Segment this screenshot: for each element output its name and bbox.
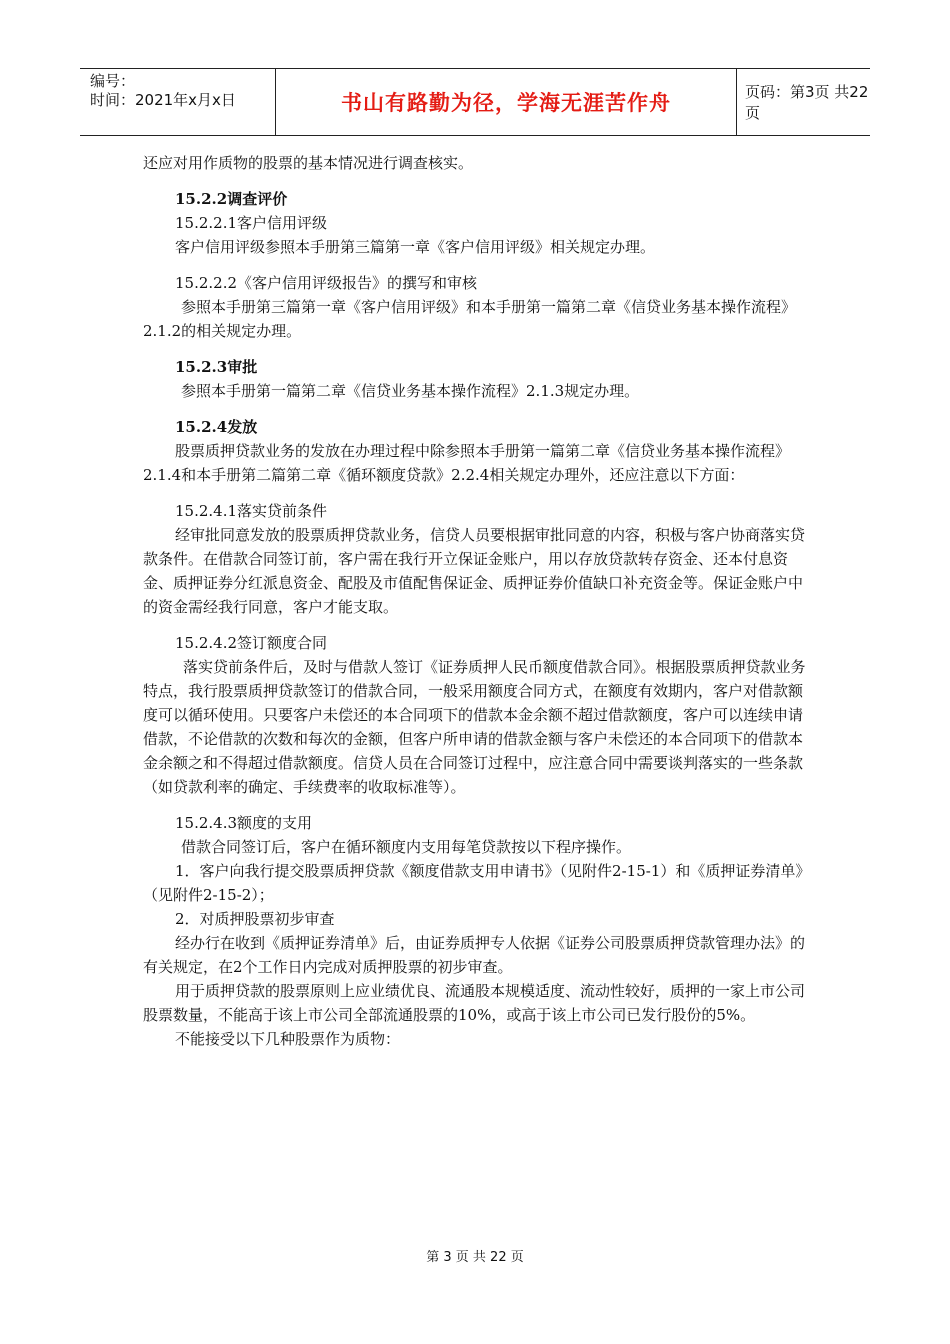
header-meta	[80, 69, 276, 135]
subsection-heading: 15.2.4.3额度的支用	[175, 814, 313, 832]
paragraph: 不能接受以下几种股票作为质物：	[175, 1030, 401, 1048]
paragraph: 参照本手册第三篇第一章《客户信用评级》和本手册第一篇第二章《信贷业务基本操作流程》2.1.2的相关规定办理。	[143, 298, 797, 340]
document-body	[143, 151, 811, 1051]
paragraph: 经审批同意发放的股票质押贷款业务，信贷人员要根据审批同意的内容，积极与客户协商落实贷款条件。在借款合同签订前，客户需在我行开立保证金账户，用以存放贷款转存资金、还本付息资金、质押证券分红派息资金、配股及市值配售保证金、质押证券价值缺口补充资金等。保证金账户中的资金需经我行同意，客户才能支取。	[143, 526, 806, 616]
subsection-heading: 15.2.4.1落实贷前条件	[175, 502, 328, 520]
paragraph: 借款合同签订后，客户在循环额度内支用每笔贷款按以下程序操作。	[181, 838, 632, 856]
paragraph: 还应对用作质物的股票的基本情况进行调查核实。	[143, 154, 474, 172]
subsection-heading: 15.2.2.2《客户信用评级报告》的撰写和审核	[175, 274, 478, 292]
paragraph: 股票质押贷款业务的发放在办理过程中除参照本手册第一篇第二章《信贷业务基本操作流程》2.1.4和本手册第二篇第二章《循环额度贷款》2.2.4相关规定办理外，还应注意以下方面：	[143, 442, 791, 484]
document-date: 时间：2021年x月x日	[90, 91, 236, 109]
paragraph: 经办行在收到《质押证券清单》后，由证券质押专人依据《证券公司股票质押贷款管理办法》的有关规定，在2个工作日内完成对质押股票的初步审查。	[143, 934, 806, 976]
section-heading: 15.2.2调查评价	[175, 190, 288, 208]
list-item: 1．客户向我行提交股票质押贷款《额度借款支用申请书》（见附件2-15-1）和《质押证券清单》（见附件2-15-2）；	[143, 862, 811, 904]
paragraph: 落实贷前条件后，及时与借款人签订《证券质押人民币额度借款合同》。根据股票质押贷款业务特点，我行股票质押贷款签订的借款合同，一般采用额度合同方式，在额度有效期内，客户对借款额度可以循环使用。只要客户未偿还的本合同项下的借款本金余额不超过借款额度，客户可以连续申请借款，不论借款的次数和每次的金额，但客户所申请的借款金额与客户未偿还的本合同项下的借款本金余额之和不得超过借款额度。信贷人员在合同签订过程中，应注意合同中需要谈判落实的一些条款（如贷款利率的确定、手续费率的收取标准等）。	[143, 658, 806, 796]
paragraph: 参照本手册第一篇第二章《信贷业务基本操作流程》2.1.3规定办理。	[181, 382, 640, 400]
list-item: 2．对质押股票初步审查	[175, 910, 335, 928]
section-heading: 15.2.4发放	[175, 418, 258, 436]
page-footer: 第 3 页 共 22 页	[426, 1250, 524, 1265]
header-motto: 书山有路勤为径，学海无涯苦作舟	[276, 69, 737, 135]
section-heading: 15.2.3审批	[175, 358, 258, 376]
subsection-heading: 15.2.4.2签订额度合同	[175, 634, 328, 652]
header-page-info: 页码：第3页 共22页	[745, 83, 869, 122]
page-header	[80, 68, 870, 136]
subsection-heading: 15.2.2.1客户信用评级	[175, 214, 328, 232]
paragraph: 用于质押贷款的股票原则上应业绩优良、流通股本规模适度、流动性较好，质押的一家上市公司股票数量，不能高于该上市公司全部流通股票的10%，或高于该上市公司已发行股份的5%。	[143, 982, 806, 1024]
document-number: 编号：	[90, 72, 136, 90]
paragraph: 客户信用评级参照本手册第三篇第一章《客户信用评级》相关规定办理。	[175, 238, 656, 256]
